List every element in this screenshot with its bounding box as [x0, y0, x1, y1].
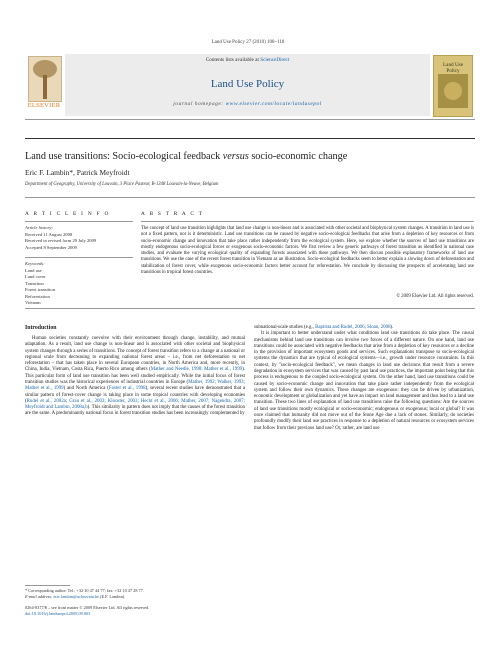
text-run: Human societies constantly coevolve with their environment through change, instability, and mutual adaptation. As a result, land use change is non-linear and is associated with other societal and biophysical system changes through a series of transitions. The concept of forest transition refers to a change at a national or regional scale from decreasing to expanding national forest areas – i.e., from net deforestation to net reforestation – that has taken place in several European countries, in North America and, more recently, in China, India, Vietnam, Costa Rica, Puerto Rico among others ( — [25, 336, 245, 373]
elsevier-tree-icon — [28, 56, 62, 102]
text-run: ). This similarity in pattern does not imply that the causes of the forest transition are the same. A predominantly national focus in forest transition studies has been increasingly complemented by — [25, 405, 245, 417]
keyword: Forest transition — [25, 287, 55, 292]
abstract-copyright: © 2009 Elsevier Ltd. All rights reserved. — [396, 294, 474, 299]
elsevier-logo[interactable] — [25, 56, 63, 116]
footnote-text: * Corresponding author. Tel.: +32 10 47 44 77; fax: +32 10 47 28 77. — [25, 588, 144, 593]
introduction-right-column — [254, 325, 474, 432]
abstract-heading: A B S T R A C T — [141, 211, 204, 217]
authors: Eric F. Lambin*, Patrick Meyfroidt — [25, 168, 130, 177]
introduction-heading: Introduction — [25, 325, 57, 331]
title-part-1: Land use transitions: Socio-ecological feedback — [25, 151, 223, 162]
journal-title: Land Use Policy — [210, 78, 285, 90]
homepage-prefix: journal homepage: — [173, 101, 226, 107]
affiliation-rule — [25, 197, 475, 198]
email-link[interactable]: eric.lambin@uclouvain.be — [53, 593, 99, 599]
keywords-label: Keywords: — [25, 261, 45, 266]
running-header: Land Use Policy 27 (2010) 108–118 — [211, 40, 285, 45]
publisher-name: ELSEVIER — [27, 102, 61, 109]
text-run: ), several recent studies have demonstrated that a similar pattern of forest-cover change is taking place in some tropical countries with developing economies ( — [25, 386, 246, 404]
corresponding-author-footnote — [25, 588, 245, 599]
header-rule — [25, 119, 475, 120]
homepage-link[interactable]: www.elsevier.com/locate/landusepol — [225, 101, 322, 107]
text-run: ). This particular form of land use transition has been well studied empirically. While the initial focus of forest transition studies was the historical experiences of industrial countries in Europe ( — [25, 367, 245, 385]
cover-title: Land Use Policy — [442, 62, 464, 74]
abstract-rule — [141, 221, 474, 222]
email-label: E-mail address: — [25, 593, 54, 599]
contents-available — [65, 57, 430, 63]
history-item: Accepted 8 September 2009 — [25, 244, 77, 250]
citation-link[interactable]: Rudel et al., 2002a; Grau et al., 2003; Klooster, 2003; Hecht et al., 2006; Mather, 2007; Nagendra, 2007; Meyfroidt and Lambin, 2008a,b — [25, 398, 245, 411]
keyword: Reforestation — [25, 293, 50, 299]
intro-paragraph-2: It is important to better understand under what conditions land use transitions do take place. The causal mechanisms behind land use transitions can involve two forces of a different nature. On one hand, land use transitions could be associated with negative feedbacks that arise from a depletion of key resources or a decline in the provision of important ecosystem goods and services. Such explanations transpose to socio-ecological systems the dynamics that are typical of ecological systems—i.e., growth under resource constraints. In this context, by "socio-ecological feedback", we mean changes in land use decisions that result from a severe degradation in ecosystem services that was caused by past land use practices, the important point being that this process is endogenous to the coupled socio-ecological system. On the other hand, land use transitions could be caused by socio-economic change and innovation that take place rather independently from the ecological system and follow their own dynamics. These changes are exogenous: they can be driven by urbanization, economic development or globalization and yet have an impact on land management and thus lead to a land use transition. These two lines of explanation of land use transitions raise the following questions: Are the sources of land use transitions mostly ecological or socio-economic; endogenous or exogenous; local or global? It was once claimed that humanity did not move out of the Stone Age due a lack of stones. Similarly, do societies profoundly modify their land use practices in response to a depletion of natural resources or ecosystem services that follow from their previous land use? Or, rather, are land use — [254, 331, 474, 431]
keyword: Vietnam — [25, 300, 41, 305]
citation-link[interactable]: Baptista and Rudel, 2006; Sloan, 2008 — [315, 325, 391, 330]
contents-prefix: Contents lists available at — [205, 57, 261, 63]
intro-paragraph-1 — [25, 336, 245, 418]
keyword: Transition — [25, 280, 44, 286]
info-rule — [25, 221, 133, 222]
doi-link[interactable]: doi:10.1016/j.landusepol.2009.09.003 — [25, 610, 91, 616]
footnote-email-line — [25, 594, 245, 600]
history-label: Article history: — [25, 225, 53, 230]
email-suffix: (E.F. Lambin). — [98, 593, 126, 599]
history-item: Received 11 August 2008 — [25, 231, 73, 237]
introduction-left-column — [25, 336, 245, 418]
history-item: Received in revised form 29 July 2009 — [25, 238, 97, 243]
text-run: ) and North America ( — [63, 386, 109, 392]
citation-link[interactable]: Foster et al., 1998 — [108, 386, 146, 392]
keyword: Land use — [25, 267, 42, 273]
citation-link[interactable]: Mather and Needle, 1998; Mather et al., 1999 — [150, 367, 243, 373]
article-info-heading: A R T I C L E I N F O — [25, 211, 111, 217]
title-part-2: socio-economic change — [248, 151, 348, 162]
affiliation: Department of Geography, University of Louvain, 3 Place Pasteur, B-1348 Louvain-la-Neuve, Belgium — [25, 182, 219, 187]
journal-cover-image — [433, 55, 473, 117]
issn-line: 0264-8377/$ – see front matter © 2009 Elsevier Ltd. All rights reserved. — [25, 605, 150, 610]
keyword: Land cover — [25, 274, 46, 279]
abstract-text: The concept of land use transition highlights that land use change is non-linear and is associated with other societal and biophysical system changes. A transition in land use is not a fixed pattern, nor is it deterministic. Land use transitions can be caused by negative socio-ecological feedbacks that arise from a depletion of key resources or from socio-economic change and innovation that take place rather independently from the ecological system. Here, we explore whether the sources of land use transitions are mostly endogenous socio-ecological forces or exogenous socio-economic factors. We first review a few generic pathways of forest transition as identified in national case studies, and evaluate the varying ecological quality of expanding forests associated with these pathways. We then discuss possible explanatory frameworks of land use transitions. We use the case of the recent forest transition in Vietnam as an illustration. Socio-ecological feedbacks seem to better explain a slowing down of deforestation and stabilization of forest cover, while exogenous socio-economic factors better account for reforestation. We conclude by discussing the prospects of accelerating land use transitions in tropical forest countries. — [141, 226, 474, 275]
footnote-rule — [25, 585, 70, 586]
cover-picture — [438, 74, 468, 108]
article-history — [25, 225, 140, 251]
title-italic: versus — [222, 151, 249, 162]
citation-link[interactable]: Mather, 1992; Walker, 1993; Mather et al., 1999 — [25, 379, 245, 392]
text-run: ). — [390, 325, 394, 330]
keywords-rule — [25, 257, 133, 258]
keywords — [25, 261, 140, 307]
journal-banner — [65, 54, 430, 116]
article-title — [25, 151, 475, 162]
abstract-end-rule — [25, 308, 475, 309]
sciencedirect-link[interactable]: ScienceDirect — [260, 57, 290, 63]
text-run: subnational-scale studies (e.g., — [254, 325, 316, 330]
header-rule-thick — [25, 138, 475, 139]
front-matter-footer — [25, 605, 245, 616]
journal-homepage — [65, 101, 430, 107]
